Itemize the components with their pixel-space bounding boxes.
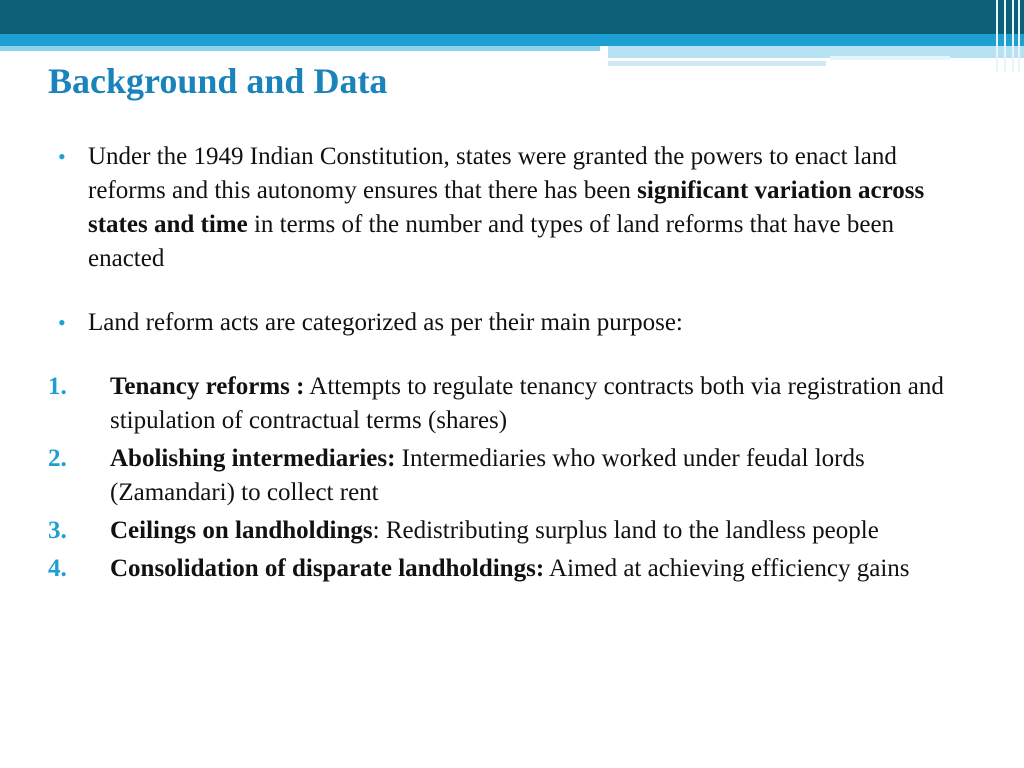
bullet-text: Land reform acts are categorized as per their main purpose: (88, 309, 683, 336)
bullet-icon: • (58, 144, 66, 169)
numbered-item (48, 552, 968, 586)
slide-title: Background and Data (48, 61, 388, 101)
banner-light-stripe (0, 46, 600, 51)
banner-dark-band (0, 0, 1024, 34)
bullet-icon: • (58, 310, 66, 335)
item-number: 1. (48, 373, 67, 400)
slide-body (48, 140, 968, 590)
bullet-item (48, 140, 968, 276)
banner-light-stripe-right (608, 46, 1024, 58)
item-text: Attempts to regulate tenancy contracts both via registration and stipulation of contractual terms (shares) (110, 373, 944, 434)
bullet-item (48, 306, 968, 340)
banner-accent-stripe-2 (830, 56, 950, 60)
numbered-item (48, 442, 968, 510)
numbered-item (48, 514, 968, 548)
banner-accent-stripe (608, 61, 826, 66)
item-text: Aimed at achieving efficiency gains (544, 555, 910, 582)
item-number: 3. (48, 517, 67, 544)
bullet-text-tail: in terms of the number and types of land reforms that have been enacted (88, 211, 895, 272)
numbered-item (48, 370, 968, 438)
item-text: Intermediaries who worked under feudal lords (Zamandari) to collect rent (110, 445, 865, 506)
item-heading: Tenancy reforms : (110, 373, 305, 400)
bullet-bold-text: significant variation across states and time (88, 177, 925, 238)
item-text: : Redistributing surplus land to the landless people (372, 517, 879, 544)
banner-mid-band (0, 34, 1024, 46)
bullet-text: Under the 1949 Indian Constitution, states were granted the powers to enact land reforms and this autonomy ensures that there has been (88, 143, 897, 204)
item-number: 4. (48, 555, 67, 582)
item-heading: Abolishing intermediaries: (110, 445, 396, 472)
item-heading: Consolidation of disparate landholdings: (110, 555, 545, 582)
item-heading: Ceilings on landholdings (110, 517, 373, 544)
item-number: 2. (48, 445, 67, 472)
banner-vertical-lines (990, 0, 1024, 72)
numbered-list (48, 370, 968, 586)
